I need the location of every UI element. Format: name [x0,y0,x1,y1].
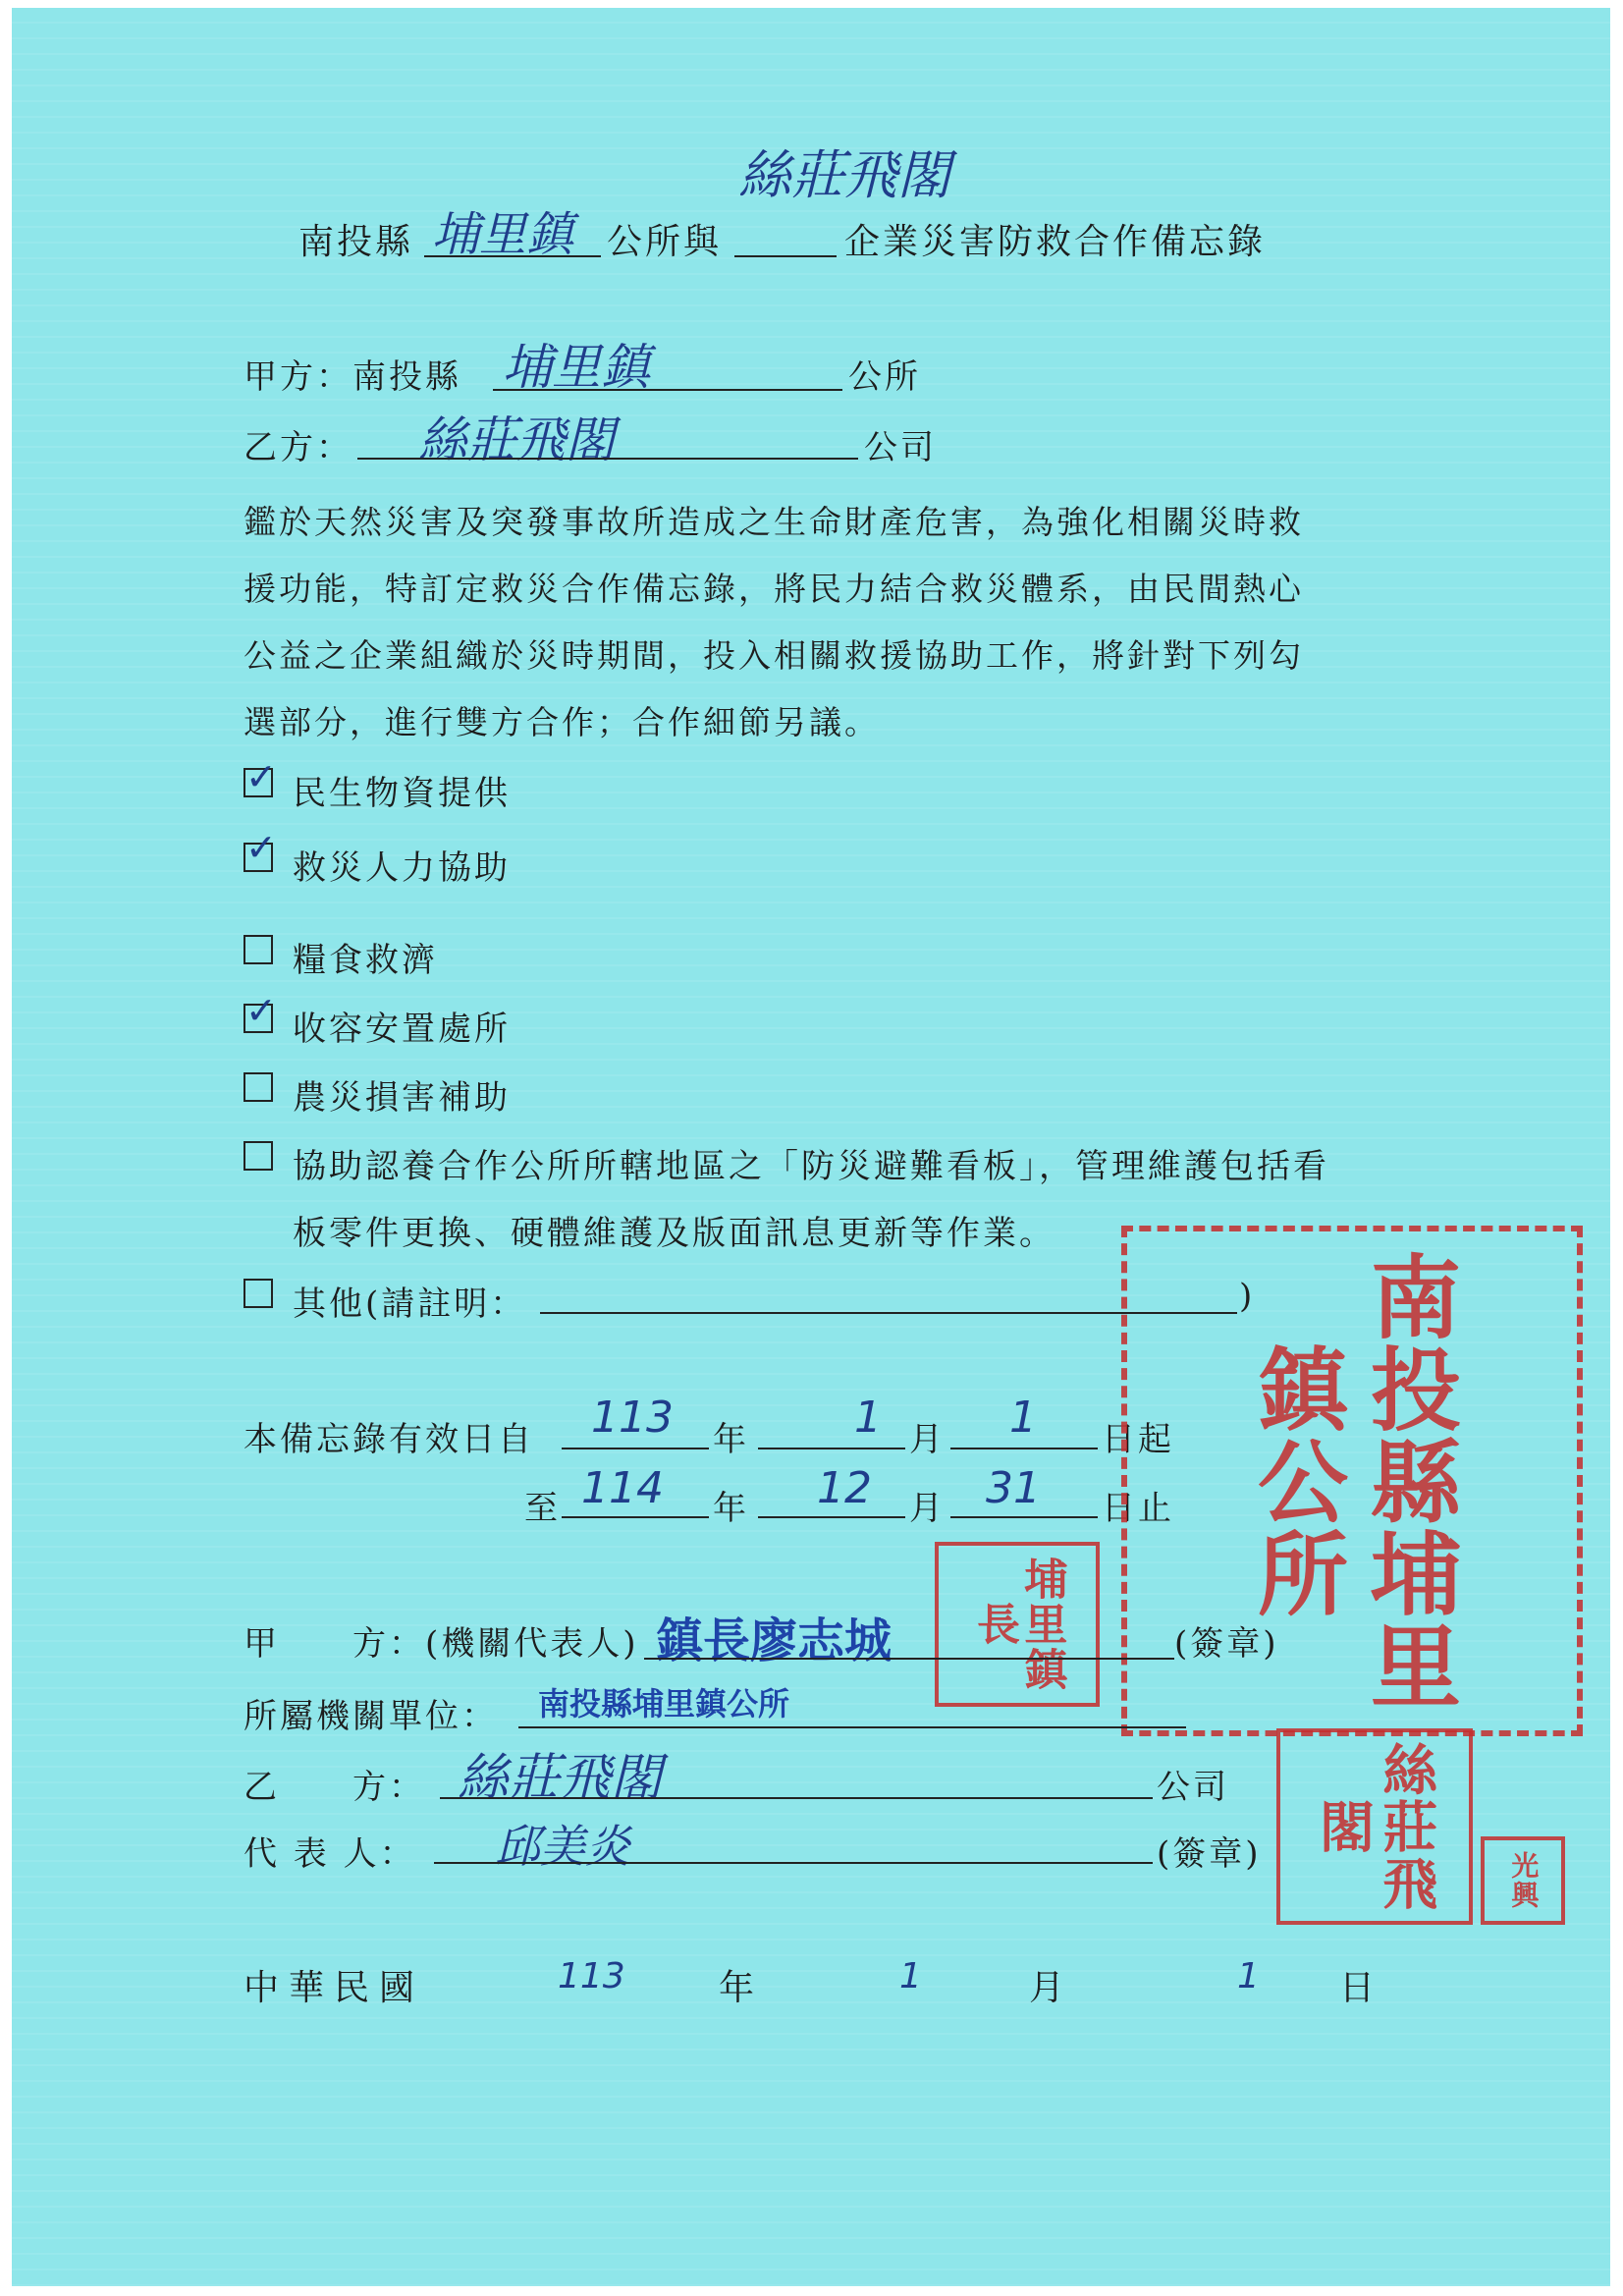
rep-sign-line[interactable] [434,1862,1153,1864]
party-a-underline [493,389,842,391]
party-b-suffix: 公司 [864,428,937,467]
rep-sign-suffix: (簽章) [1157,1834,1262,1874]
checkbox-food-relief[interactable] [243,935,273,964]
title-company-handwriting: 絲莊飛閣 [738,144,950,206]
date-day-label: 日 [1339,1968,1379,2008]
validity-start-label: 日起 [1102,1420,1174,1459]
document-page [12,8,1610,2286]
checklist-item-shelter: 收容安置處所 [293,1010,511,1049]
representative-seal: 光興 [1481,1836,1565,1925]
party-a-suffix: 公所 [848,357,921,397]
checklist-item-supplies: 民生物資提供 [293,774,511,813]
party-a-label: 甲方：南投縣 [243,357,461,397]
body-line-2: 援功能，特訂定救災合作備忘錄，將民力結合救災體系，由民間熱心 [243,570,1304,608]
check-mark-icon: ✓ [245,989,277,1032]
rep-label: 代 表 人： [243,1834,416,1874]
checkbox-other[interactable] [243,1279,273,1308]
date-month-label: 月 [1029,1968,1068,2008]
party-a-sign-label: 甲 方：(機關代表人) [243,1624,639,1664]
other-close-paren: ) [1239,1277,1256,1316]
date-day-handwriting: 1 [1237,1956,1260,1996]
checklist-item-manpower: 救災人力協助 [293,848,511,888]
validity-month-label: 月 [909,1420,946,1459]
mayor-seal: 埔里鎮長 [935,1542,1100,1707]
party-b-handwriting: 絲莊飛閣 [418,411,615,468]
validity-to-month-line [758,1516,905,1518]
title-township-underline [424,255,601,257]
party-a-sign-line[interactable] [644,1658,1174,1660]
org-name-stamp: 南投縣埔里鎮公所 [538,1685,790,1722]
party-b-underline [357,458,858,460]
date-year-label: 年 [719,1968,758,2008]
party-b-sign-suffix: 公司 [1157,1768,1229,1807]
checklist-item-agri-subsidy: 農災損害補助 [293,1078,511,1118]
validity-from-month-line [758,1448,905,1449]
check-mark-icon: ✓ [245,826,277,869]
company-seal: 絲莊飛閣 [1276,1728,1473,1925]
validity-to-year: 114 [581,1463,664,1513]
validity-from-label: 本備忘錄有效日自 [243,1420,534,1459]
validity-from-day: 1 [1009,1393,1037,1443]
validity-to-day-line [950,1516,1098,1518]
validity-from-year-line [562,1448,709,1449]
validity-to-day: 31 [986,1463,1041,1513]
body-line-3: 公益之企業組織於災時期間，投入相關救援協助工作，將針對下列勾 [243,636,1304,675]
party-b-sign-label: 乙 方： [243,1768,425,1807]
validity-to-label: 至 [524,1489,561,1528]
checklist-item-food-relief: 糧食救濟 [293,941,438,980]
title-company-underline [734,255,837,257]
date-era-label: 中華民國 [243,1968,425,2008]
body-line-4: 選部分，進行雙方合作；合作細節另議。 [243,703,880,741]
body-line-1: 鑑於天然災害及突發事故所造成之生命財產危害，為強化相關災時救 [243,503,1304,541]
party-a-handwriting: 埔里鎮 [503,339,650,396]
org-unit-line[interactable] [518,1726,1186,1728]
party-a-sign-suffix: (簽章) [1174,1624,1279,1664]
title-township-handwriting: 埔里鎮 [432,207,574,262]
validity-year-label: 年 [713,1420,749,1459]
title-prefix: 南投縣 [298,222,414,262]
checklist-item-signboard-cont: 板零件更換、硬體維護及版面訊息更新等作業。 [293,1214,1055,1253]
org-unit-label: 所屬機關單位： [243,1697,498,1736]
rep-handwriting: 邱美炎 [495,1820,630,1873]
party-b-sign-handwriting: 絲莊飛閣 [458,1749,663,1808]
validity-to-year-label: 年 [713,1489,749,1528]
validity-from-month: 1 [854,1393,882,1443]
validity-from-year: 113 [591,1393,674,1443]
checklist-item-signboard: 協助認養合作公所所轄地區之「防災避難看板」，管理維護包括看 [293,1147,1329,1186]
title-suffix: 企業災害防救合作備忘錄 [844,222,1267,262]
mayor-name-stamp: 鎮長廖志城 [656,1613,893,1668]
validity-to-month: 12 [817,1463,872,1513]
check-mark-icon: ✓ [245,755,277,798]
validity-to-year-line [562,1516,709,1518]
township-office-seal: 南投縣埔里鎮公所 [1121,1226,1583,1736]
date-month-handwriting: 1 [899,1956,922,1996]
party-b-sign-line[interactable] [440,1797,1153,1799]
title-middle: 公所與 [607,222,723,262]
date-year-handwriting: 113 [558,1956,625,1996]
validity-end-label: 日止 [1102,1489,1174,1528]
party-b-label: 乙方： [243,428,352,467]
checkbox-agri-subsidy[interactable] [243,1072,273,1102]
checkbox-signboard[interactable] [243,1141,273,1171]
checklist-item-other: 其他(請註明： [293,1285,527,1324]
validity-from-day-line [950,1448,1098,1449]
validity-to-month-label: 月 [909,1489,946,1528]
